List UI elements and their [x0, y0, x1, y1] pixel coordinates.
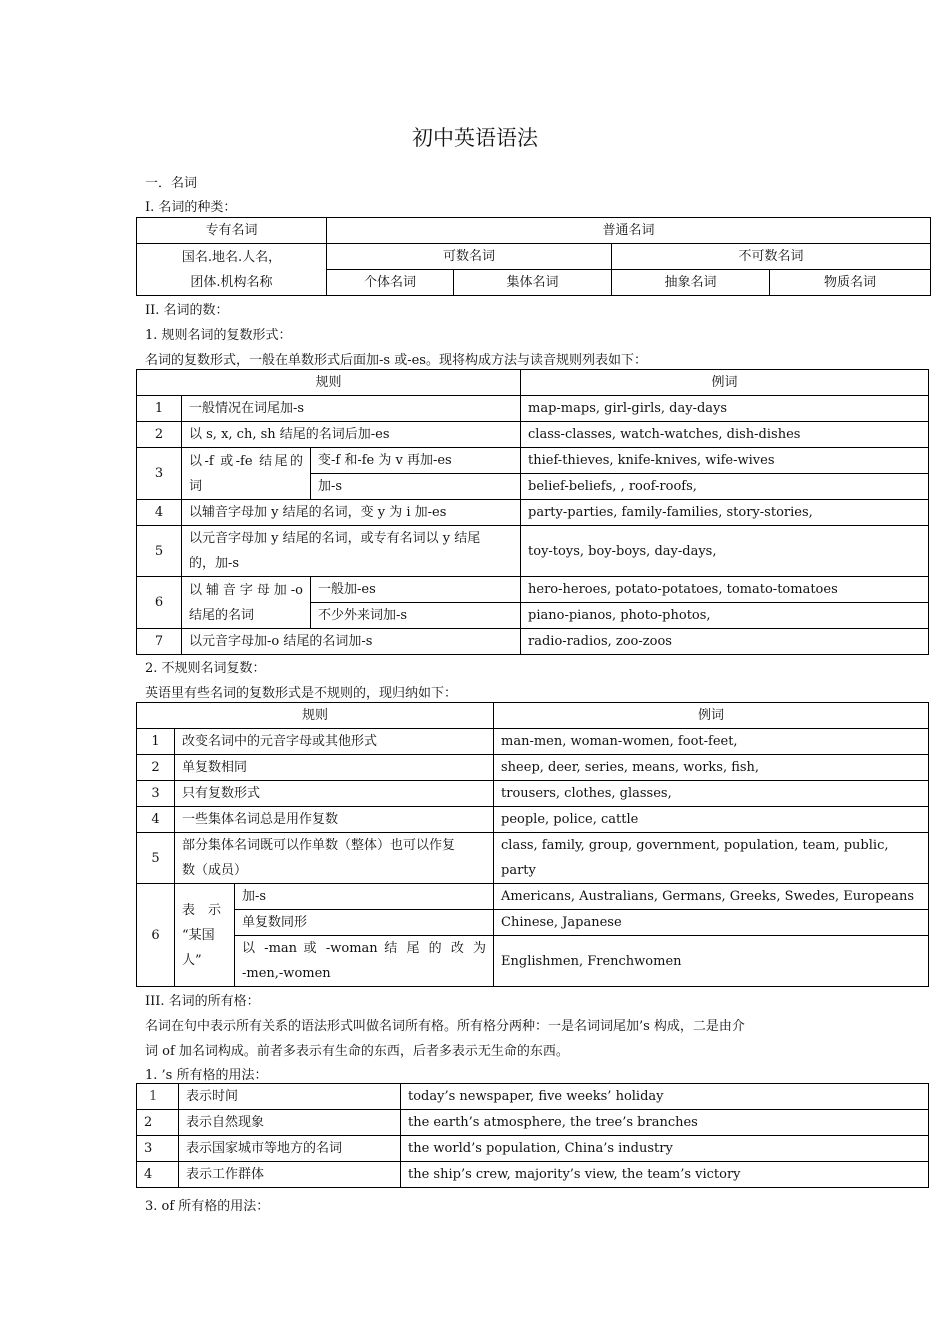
- table-row: [137, 1136, 929, 1162]
- table-cell: 集体名词: [454, 270, 612, 296]
- row-number: 6: [137, 577, 182, 629]
- example-cell: map-maps, girl-girls, day-days: [521, 396, 929, 422]
- paragraph: 名词在句中表示所有关系的语法形式叫做名词所有格。所有格分两种：一是名词词尾加’s 构成，二是由介: [145, 1019, 745, 1034]
- rule-cell: [182, 448, 311, 500]
- page-title: 初中英语语法: [412, 126, 538, 150]
- regular-plural-table: [136, 369, 929, 655]
- rule-cell: [182, 526, 521, 577]
- paragraph: 词 of 加名词构成。前者多表示有生命的东西，后者多表示无生命的东西。: [145, 1044, 569, 1059]
- table-cell: 抽象名词: [612, 270, 770, 296]
- example-cell: the world’s population, China’s industry: [401, 1136, 929, 1162]
- subsection-heading: I. 名词的种类：: [145, 200, 237, 215]
- sub-rule-cell: 一般加-es: [311, 577, 521, 603]
- table-row: [137, 1162, 929, 1188]
- example-cell: piano-pianos, photo-photos,: [521, 603, 929, 629]
- cell-line: 部分集体名词既可以作单数（整体）也可以作复: [182, 838, 456, 853]
- table-cell: 普通名词: [327, 218, 931, 244]
- cell-line: 的，加-s: [189, 556, 240, 571]
- example-cell: belief-beliefs, , roof-roofs,: [521, 474, 929, 500]
- rule-cell: 一般情况在词尾加-s: [182, 396, 521, 422]
- row-number: 3: [137, 448, 182, 500]
- sub-rule-cell: 变-f 和-fe 为 v 再加-es: [311, 448, 521, 474]
- usage-cell: 表示时间: [179, 1084, 401, 1110]
- example-cell: today’s newspaper, five weeks’ holiday: [401, 1084, 929, 1110]
- cell-line: 以-f 或-fe 结尾的: [189, 453, 303, 469]
- table-row: [137, 577, 929, 603]
- rule-cell: [182, 577, 311, 629]
- table-cell: 个体名词: [327, 270, 454, 296]
- subsection-heading: 1. ’s 所有格的用法：: [145, 1068, 268, 1083]
- table-row: [137, 833, 929, 884]
- subsection-heading: 2. 不规则名词复数：: [145, 661, 266, 676]
- example-cell: people, police, cattle: [494, 807, 929, 833]
- table-header: 规则: [137, 370, 521, 396]
- rule-cell: 以元音字母加-o 结尾的名词加-s: [182, 629, 521, 655]
- usage-cell: 表示自然现象: [179, 1110, 401, 1136]
- table-row: [137, 422, 929, 448]
- table-row: [137, 910, 929, 936]
- subsection-heading: 3. of 所有格的用法：: [145, 1199, 270, 1214]
- rule-cell: 单复数相同: [175, 755, 494, 781]
- paragraph: 名词的复数形式，一般在单数形式后面加-s 或-es。现将构成方法与读音规则列表如下：: [145, 353, 647, 368]
- cell-line: 结尾的名词: [189, 607, 255, 623]
- table-row: [137, 526, 929, 577]
- row-number: 3: [137, 1136, 179, 1162]
- row-number: 1: [137, 729, 175, 755]
- example-cell: thief-thieves, knife-knives, wife-wives: [521, 448, 929, 474]
- subsection-heading: II. 名词的数：: [145, 303, 229, 318]
- example-cell: class-classes, watch-watches, dish-dishes: [521, 422, 929, 448]
- subsection-heading: 1. 规则名词的复数形式：: [145, 328, 292, 343]
- table-row: [137, 729, 929, 755]
- table-cell: 可数名词: [327, 244, 612, 270]
- row-number: 7: [137, 629, 182, 655]
- table-row: [137, 629, 929, 655]
- possessive-table: [136, 1083, 929, 1188]
- cell-line: 人”: [182, 952, 202, 968]
- cell-line: -men,-women: [242, 966, 331, 981]
- row-number: 2: [137, 755, 175, 781]
- table-cell: 不可数名词: [612, 244, 931, 270]
- table-row: [137, 448, 929, 474]
- sub-rule-cell: 加-s: [235, 884, 494, 910]
- row-number: 2: [137, 1110, 179, 1136]
- example-cell: Chinese, Japanese: [494, 910, 929, 936]
- example-cell: Americans, Australians, Germans, Greeks, Swedes, Europeans: [494, 884, 929, 910]
- row-number: 1: [137, 396, 182, 422]
- rule-cell: [175, 884, 235, 987]
- rule-cell: [175, 833, 494, 884]
- rule-cell: 一些集体名词总是用作复数: [175, 807, 494, 833]
- example-cell: man-men, woman-women, foot-feet,: [494, 729, 929, 755]
- table-row: [137, 755, 929, 781]
- rule-cell: 以 s, x, ch, sh 结尾的名词后加-es: [182, 422, 521, 448]
- example-cell: the ship’s crew, majority’s view, the team’s victory: [401, 1162, 929, 1188]
- usage-cell: 表示国家城市等地方的名词: [179, 1136, 401, 1162]
- rule-cell: 改变名词中的元音字母或其他形式: [175, 729, 494, 755]
- sub-rule-cell: [235, 936, 494, 987]
- table-row: [137, 936, 929, 987]
- usage-cell: 表示工作群体: [179, 1162, 401, 1188]
- table-row: [137, 396, 929, 422]
- row-number: 6: [137, 884, 175, 987]
- example-cell: Englishmen, Frenchwomen: [494, 936, 929, 987]
- table-header: 例词: [521, 370, 929, 396]
- example-cell: the earth’s atmosphere, the tree’s branches: [401, 1110, 929, 1136]
- example-cell: class, family, group, government, population, team, public, party: [494, 833, 929, 884]
- cell-line: 国名.地名.人名，: [181, 249, 282, 265]
- noun-kinds-table: [136, 217, 931, 296]
- irregular-plural-table: [136, 702, 929, 987]
- table-cell: [137, 244, 327, 296]
- sub-rule-cell: 不少外来词加-s: [311, 603, 521, 629]
- row-number: 5: [137, 833, 175, 884]
- row-number: 3: [137, 781, 175, 807]
- rule-cell: 以辅音字母加 y 结尾的名词，变 y 为 i 加-es: [182, 500, 521, 526]
- row-number: 5: [137, 526, 182, 577]
- table-header: 规则: [137, 703, 494, 729]
- cell-line: 团体.机构名称: [190, 274, 273, 290]
- cell-line: 以辅音字母加-o: [189, 582, 303, 598]
- paragraph: 英语里有些名词的复数形式是不规则的，现归纳如下：: [145, 686, 458, 701]
- subsection-heading: III. 名词的所有格：: [145, 994, 260, 1009]
- table-row: [137, 781, 929, 807]
- table-cell: 专有名词: [137, 218, 327, 244]
- example-cell: toy-toys, boy-boys, day-days,: [521, 526, 929, 577]
- cell-line: 表 示: [182, 902, 222, 918]
- rule-cell: 只有复数形式: [175, 781, 494, 807]
- table-header: 例词: [494, 703, 929, 729]
- cell-line: 词: [189, 478, 203, 494]
- table-row: [137, 1084, 929, 1110]
- sub-rule-cell: 加-s: [311, 474, 521, 500]
- example-cell: radio-radios, zoo-zoos: [521, 629, 929, 655]
- section-heading: 一．名词: [145, 176, 198, 191]
- table-row: [137, 1110, 929, 1136]
- table-row: [137, 807, 929, 833]
- row-number: 4: [137, 1162, 179, 1188]
- row-number: 1: [137, 1084, 179, 1110]
- example-cell: party-parties, family-families, story-stories,: [521, 500, 929, 526]
- table-cell: 物质名词: [770, 270, 931, 296]
- cell-line: “某国: [182, 927, 215, 943]
- example-cell: trousers, clothes, glasses,: [494, 781, 929, 807]
- row-number: 4: [137, 807, 175, 833]
- row-number: 2: [137, 422, 182, 448]
- cell-line: 以 -man 或 -woman 结 尾 的 改 为: [242, 941, 487, 956]
- row-number: 4: [137, 500, 182, 526]
- table-row: [137, 500, 929, 526]
- cell-line: 数（成员）: [182, 863, 248, 878]
- example-cell: hero-heroes, potato-potatoes, tomato-tomatoes: [521, 577, 929, 603]
- example-cell: sheep, deer, series, means, works, fish,: [494, 755, 929, 781]
- table-row: [137, 884, 929, 910]
- sub-rule-cell: 单复数同形: [235, 910, 494, 936]
- cell-line: 以元音字母加 y 结尾的名词，或专有名词以 y 结尾: [189, 531, 481, 546]
